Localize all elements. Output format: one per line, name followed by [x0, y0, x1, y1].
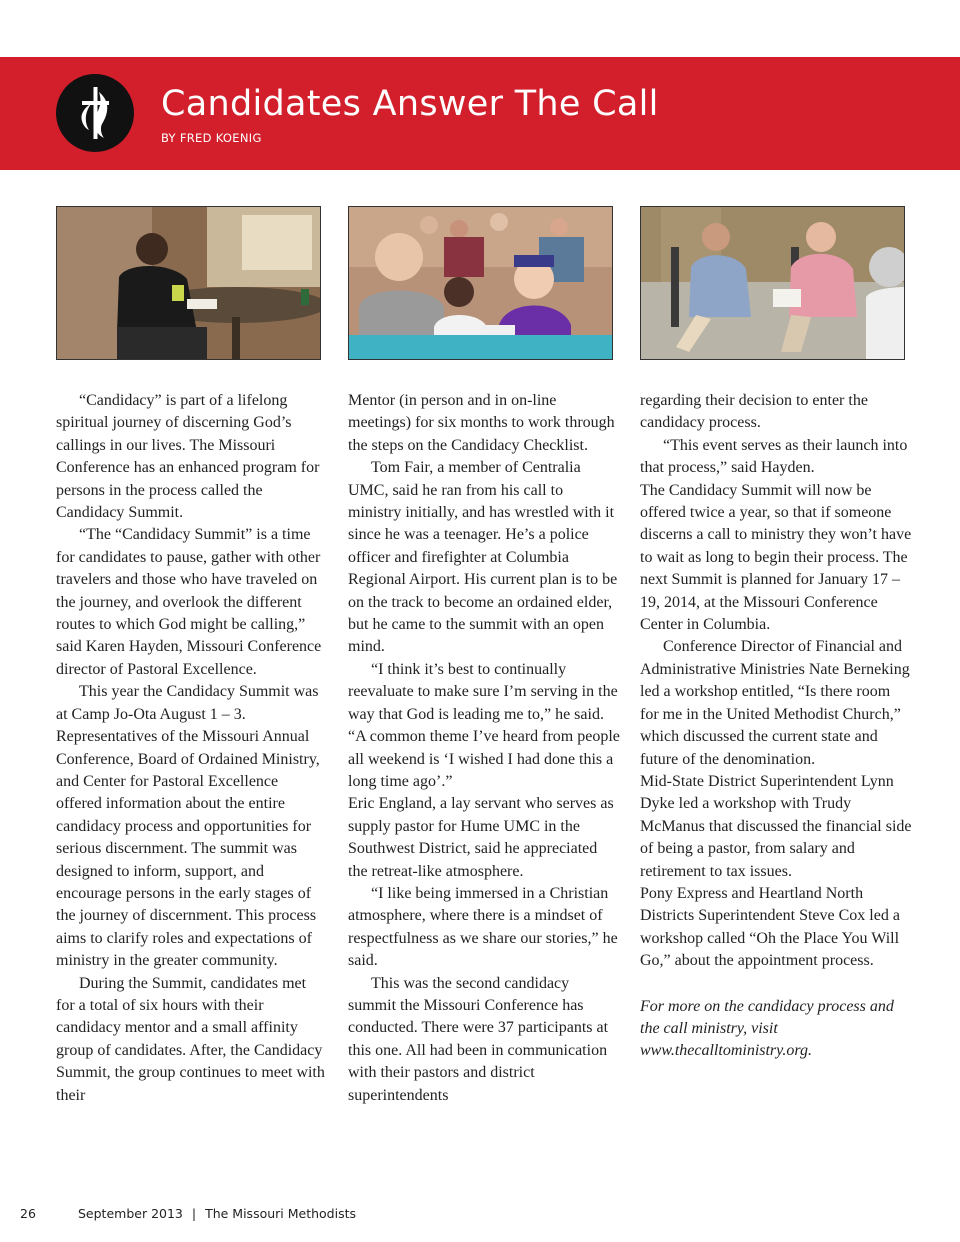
photo-group-at-table [348, 206, 613, 360]
footer-issue [78, 1206, 356, 1221]
article-column-1 [56, 390, 328, 1107]
paragraph: The Candidacy Summit will now be offered twice a year, so that if someone discerns a call to ministry they won’t have to wait as long to begin their process. The next Summit is planned for January 17 – 19, 2014, at the Missouri Conference Center in Columbia. [640, 481, 912, 634]
article-column-2 [348, 390, 620, 1107]
paragraph: This year the Candidacy Summit was at Camp Jo-Ota August 1 – 3. Representatives of the Missouri Annual Conference, Board of Ordained Ministry, and Center for Pastoral Excellence offered information about the entire candidacy process and opportunities for serious discernment. The summit was designed to inform, support, and encourage persons in the early stages of the journey of discernment. This process aims to clarify roles and expectations of ministry in the greater community. [56, 683, 320, 970]
more-info-note: For more on the candidacy process and the call ministry, visit www.thecalltoministry.org. [640, 997, 894, 1060]
paragraph: Mid-State District Superintendent Lynn Dyke led a workshop with Trudy McManus that discussed the financial side of being a pastor, from salary and retirement to tax issues. [640, 772, 912, 880]
byline: BY FRED KOENIG [161, 131, 262, 145]
article-title: Candidates Answer The Call [161, 84, 659, 124]
paragraph: “The “Candidacy Summit” is a time for candidates to pause, gather with other travelers and those who have traveled on the journey, and overlook the different routes to which God might be calling,” said Karen Hayden, Missouri Conference director of Pastoral Excellence. [56, 526, 322, 678]
page-number: 26 [20, 1206, 36, 1221]
photo-person-writing [56, 206, 321, 360]
cross-and-flame-icon [56, 74, 134, 152]
paragraph: “I like being immersed in a Christian atmosphere, where there is a mindset of respectfulness as we share our stories,” he said. [348, 884, 618, 970]
paragraph: Tom Fair, a member of Centralia UMC, said he ran from his call to ministry initially, and has wrestled with it since he was a teenager. He’s a police officer and firefighter at Columbia Regional Airport. His current plan is to be on the track to become an ordained elder, but he came to the summit with an open mind. [348, 459, 618, 656]
paragraph: “This event serves as their launch into that process,” said Hayden. [640, 436, 908, 477]
paragraph: Pony Express and Heartland North Districts Superintendent Steve Cox led a workshop called “Oh the Place You Will Go,” about the appointment process. [640, 884, 900, 970]
paragraph: During the Summit, candidates met for a total of six hours with their candidacy mentor and a small affinity group of candidates. After, the Candidacy Summit, the group continues to meet with their [56, 974, 325, 1104]
paragraph: “I think it’s best to continually reevaluate to make sure I’m serving in the way that God is leading me to,” he said. “A common theme I’ve heard from people all weekend is ‘I wished I had done this a long time ago’.” [348, 660, 620, 790]
paragraph: Eric England, a lay servant who serves as supply pastor for Hume UMC in the Southwest District, said he appreciated the retreat-like atmosphere. [348, 795, 614, 880]
paragraph: Mentor (in person and in on-line meetings) for six months to work through the steps on the Candidacy Checklist. [348, 392, 615, 454]
photo-women-discussing [640, 206, 905, 360]
paragraph: regarding their decision to enter the candidacy process. [640, 392, 868, 432]
paragraph: Conference Director of Financial and Administrative Ministries Nate Berneking led a workshop entitled, “Is there room for me in the United Methodist Church,” which discussed the current state and future of the denomination. [640, 638, 910, 768]
footer-separator: | [191, 1206, 197, 1221]
publication-name: The Missouri Methodists [205, 1206, 357, 1221]
issue-date: September 2013 [78, 1206, 183, 1221]
paragraph: This was the second candidacy summit the Missouri Conference has conducted. There were 37 participants at this one. All had been in communication with their pastors and district superintendents [348, 974, 609, 1104]
article-column-3 [640, 390, 912, 1063]
paragraph: “Candidacy” is part of a lifelong spiritual journey of discerning God’s callings in our lives. The Missouri Conference has an enhanced program for persons in the process called the Candidacy Summit. [56, 392, 320, 522]
